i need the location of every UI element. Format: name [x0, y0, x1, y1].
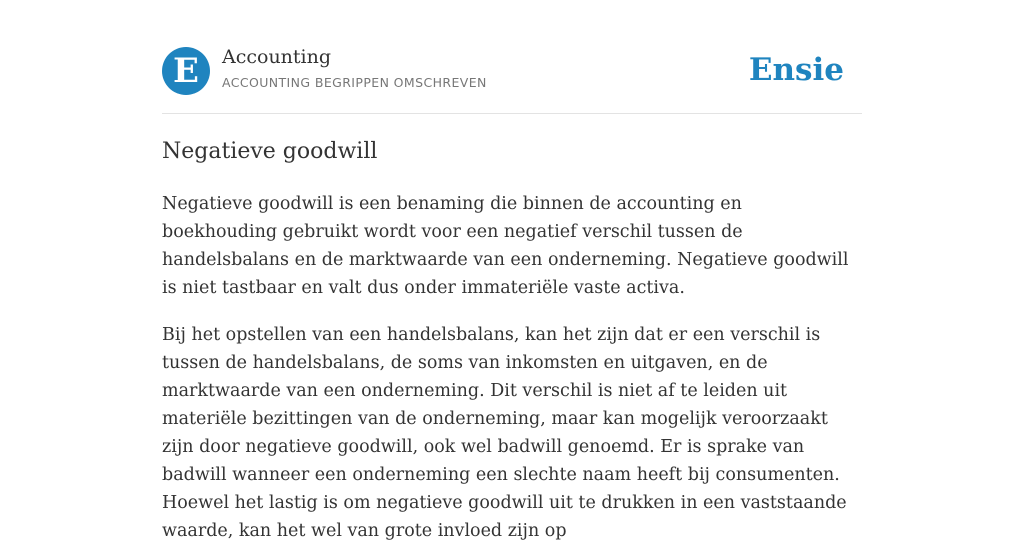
article-title: Negatieve goodwill	[162, 139, 378, 164]
site-title[interactable]: Accounting	[222, 46, 332, 68]
logo-e-icon[interactable]: E	[162, 47, 210, 95]
site-header	[162, 46, 862, 114]
site-subtitle: ACCOUNTING BEGRIPPEN OMSCHREVEN	[222, 75, 487, 90]
article-paragraph-2: Bij het opstellen van een handelsbalans, kan het zijn dat er een verschil is tussen de handelsbalans, de soms van inkomsten en uitgaven, en de marktwaarde van een onderneming. Dit verschil is niet af te leiden uit materiële bezittingen van de onderneming, maar kan mogelijk veroorzaakt zijn door negatieve goodwill, ook wel badwill genoemd. Er is sprake van badwill wanneer een onderneming een slechte naam heeft bij consumenten. Hoewel het lastig is om negatieve goodwill uit te drukken in een vaststaande waarde, kan het wel van grote invloed zijn op	[162, 325, 847, 541]
brand-logo[interactable]: Ensie	[748, 52, 844, 88]
article-paragraph-1: Negatieve goodwill is een benaming die binnen de accounting en boekhouding gebruikt wordt voor een negatief verschil tussen de handelsbalans en de marktwaarde van een onderneming. Negatieve goodwill is niet tastbaar en valt dus onder immateriële vaste activa.	[162, 194, 849, 298]
article	[162, 136, 862, 545]
